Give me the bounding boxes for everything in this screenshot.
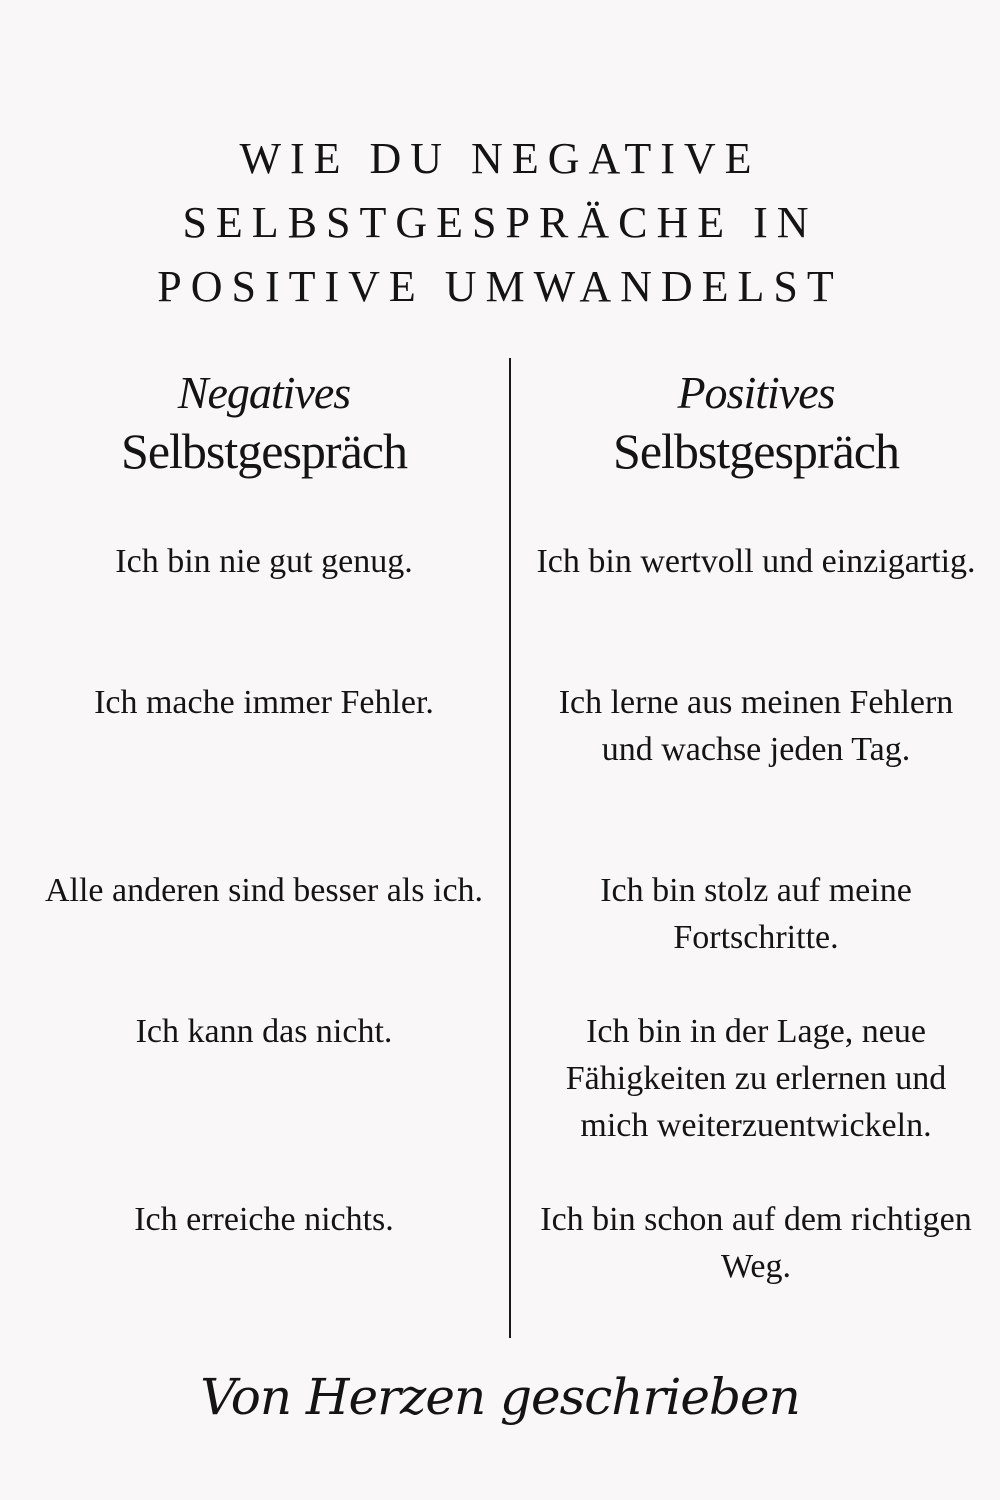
negative-column [30, 366, 498, 1238]
negative-heading-italic: Negatives [177, 367, 351, 418]
positive-item-1: Ich bin wertvoll und einzigartig. [536, 543, 976, 580]
positive-heading-italic: Positives [677, 367, 835, 418]
negative-heading-main: Selbstgespräch [121, 423, 407, 479]
title-line-2: SELBSTGESPRÄCHE IN [182, 198, 818, 248]
positive-column [530, 366, 982, 1285]
positive-item-4: Ich bin in der Lage, neue Fähigkeiten zu erlernen und mich weiterzuentwickeln. [565, 1013, 947, 1144]
title-line-1: WIE DU NEGATIVE [239, 134, 761, 184]
negative-item-5: Ich erreiche nichts. [134, 1201, 394, 1238]
signature: Von Herzen geschrieben [200, 1368, 800, 1426]
page-title [0, 127, 1000, 319]
positive-item-2: Ich lerne aus meinen Fehlern und wachse jeden Tag. [558, 684, 954, 768]
positive-item-3: Ich bin stolz auf meine Fortschritte. [600, 872, 912, 956]
title-line-3: POSITIVE UMWANDELST [157, 262, 843, 312]
positive-heading [530, 366, 982, 536]
negative-item-1: Ich bin nie gut genug. [115, 543, 413, 580]
negative-item-3: Alle anderen sind besser als ich. [44, 872, 484, 909]
positive-heading-main: Selbstgespräch [613, 423, 899, 479]
column-divider [509, 358, 511, 1338]
negative-heading [30, 366, 498, 536]
negative-item-4: Ich kann das nicht. [135, 1013, 393, 1050]
positive-item-5: Ich bin schon auf dem richtigen Weg. [540, 1201, 972, 1285]
negative-item-2: Ich mache immer Fehler. [94, 684, 434, 721]
